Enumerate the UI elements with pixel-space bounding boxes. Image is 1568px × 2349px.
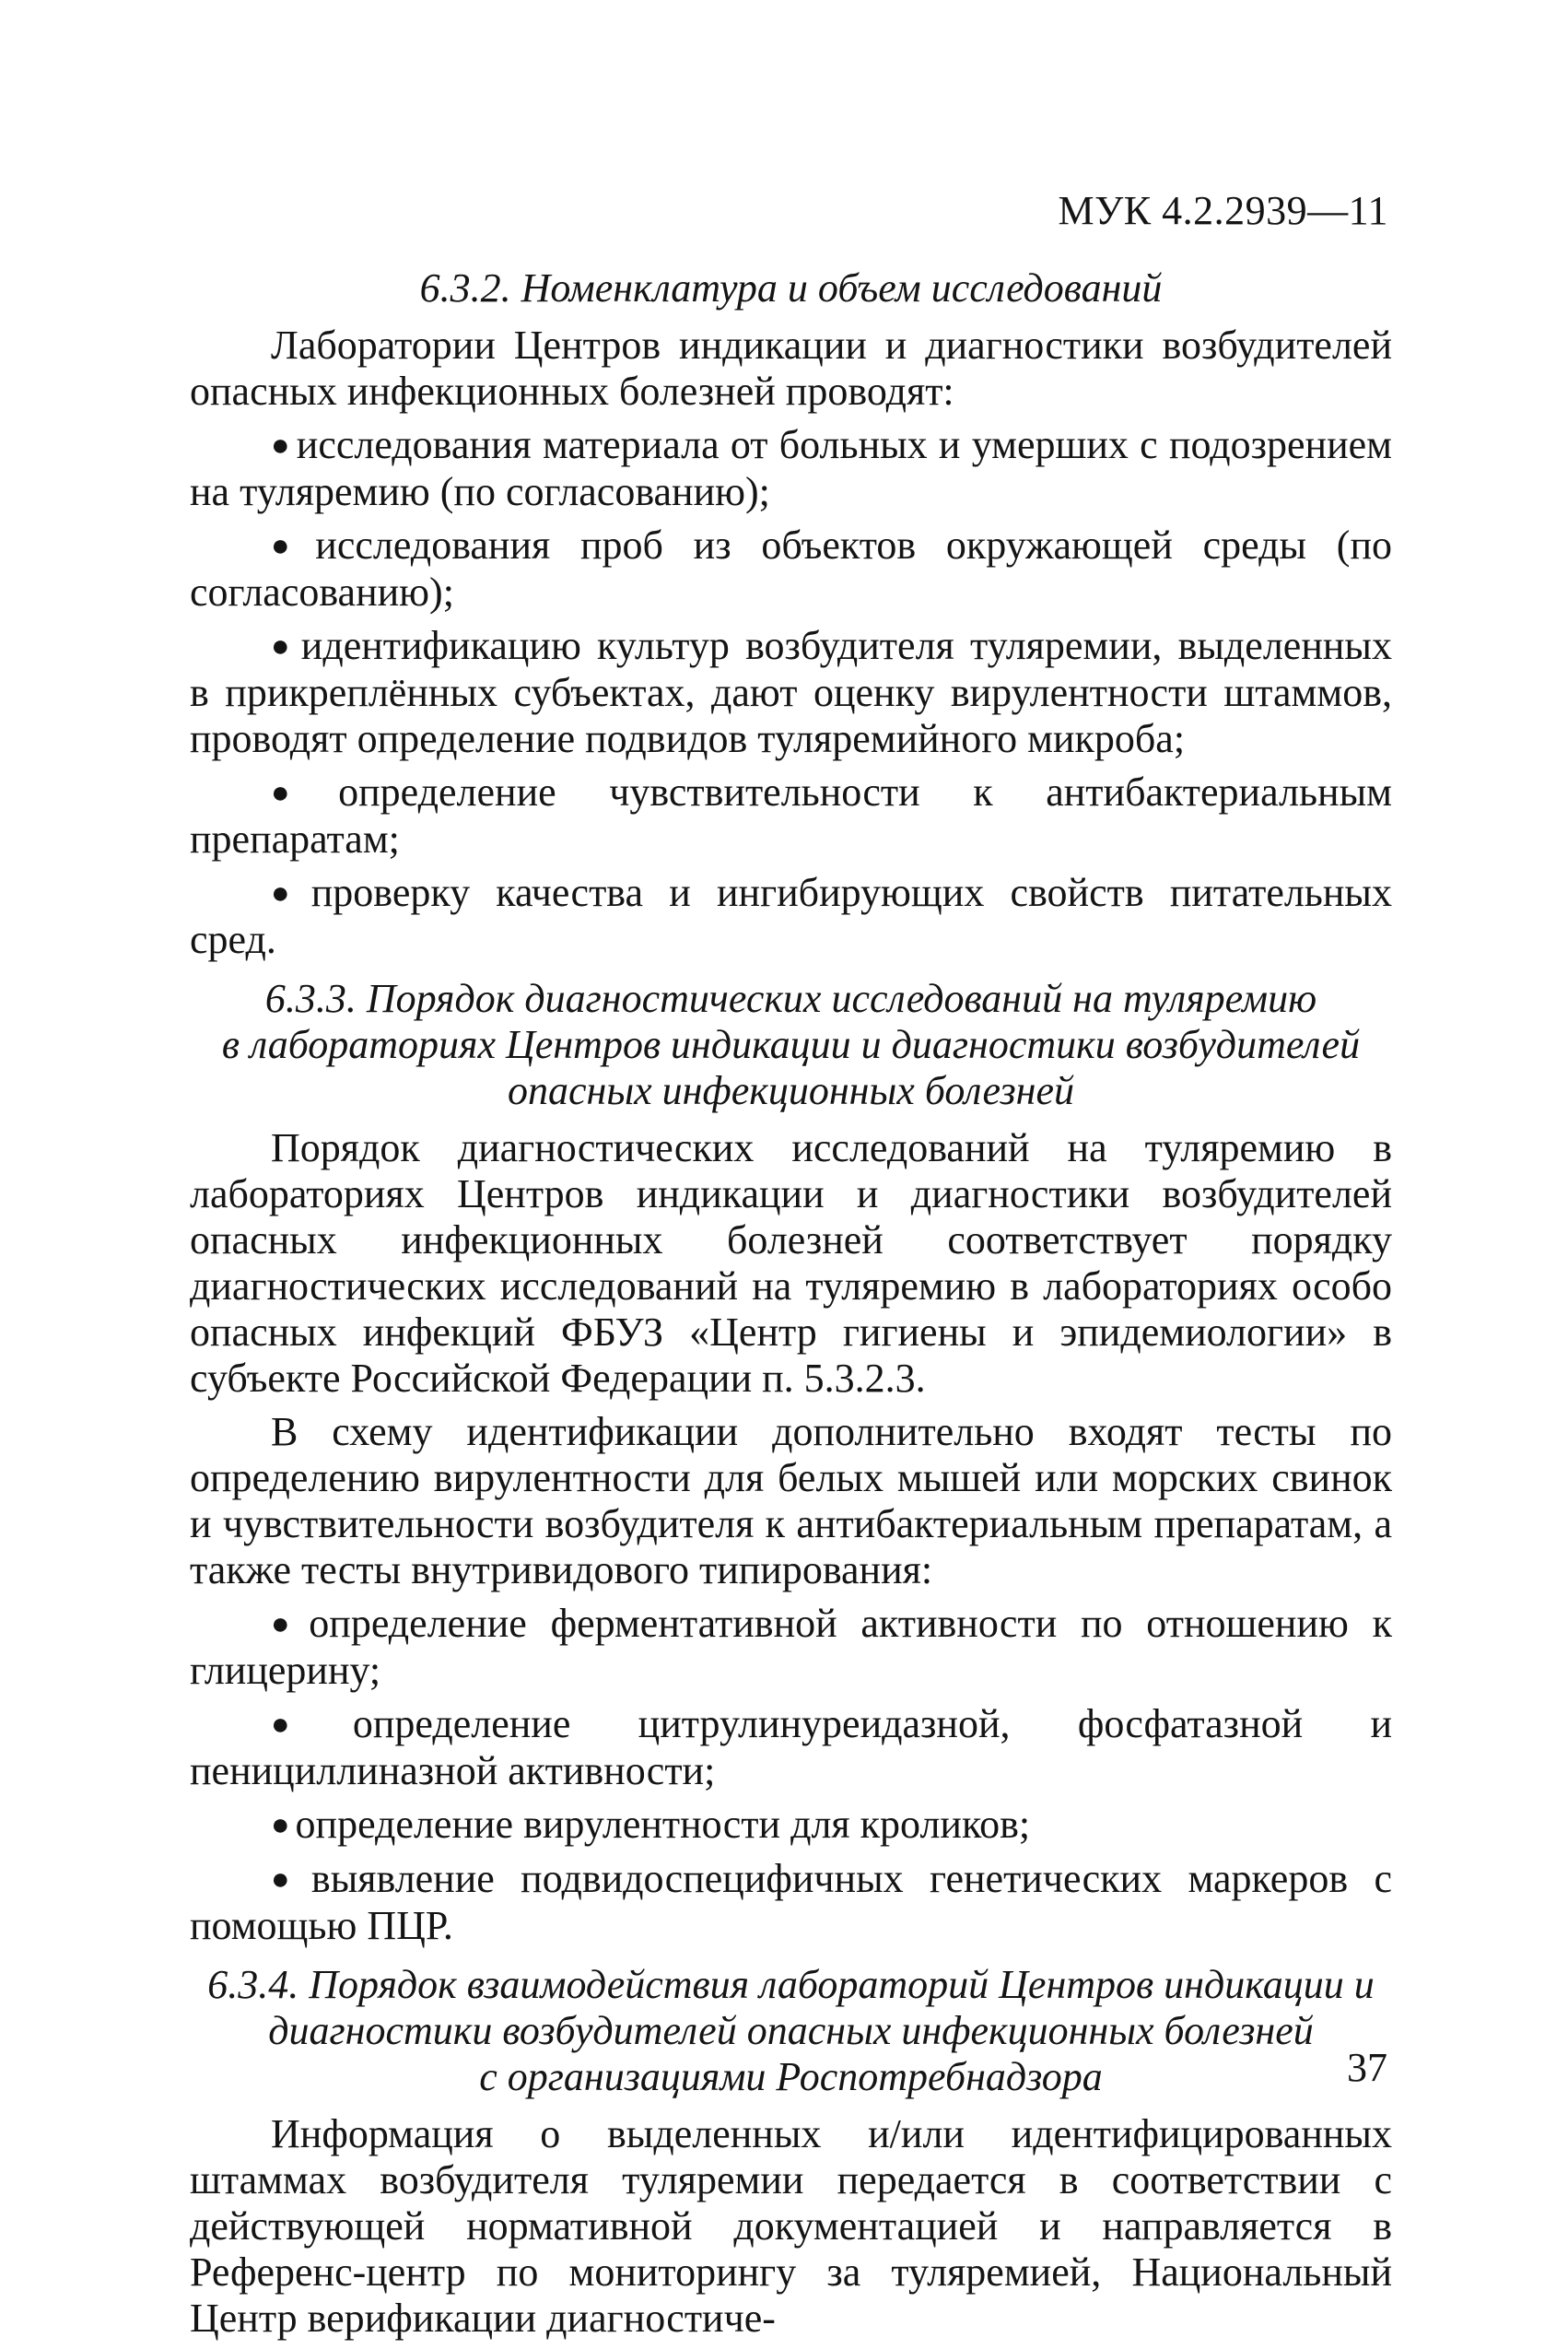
bullet-icon: ● — [271, 876, 306, 910]
section-6-3-4-paragraph-1: Информация о выделенных и/или идентифицированных штаммах возбудителя туляремии передается в соответствии с действующей нормативной документацией и направляется в Референс-центр по мониторингу за туляремией, Национальный Центр верификации диагностиче- — [190, 2111, 1392, 2341]
bullet-icon: ● — [271, 1808, 290, 1842]
section-heading-6-3-2: 6.3.2. Номенклатура и объем исследований — [419, 265, 1163, 311]
list-item: ● определение чувствительности к антибактериальным препаратам; — [190, 769, 1392, 862]
list-item: ● определение ферментативной активности по отношению к глицерину; — [190, 1601, 1392, 1693]
section-6-3-3-paragraph-1: Порядок диагностических исследований на туляремию в лабораториях Центров индикации и диагностики возбудителей опасных инфекционных болезней соответствует порядку диагностических исследований на туляремию в лабораториях особо опасных инфекций ФБУЗ «Центр гигиены и эпидемиологии» в субъекте Российской Федерации п. 5.3.2.3. — [190, 1125, 1392, 1401]
section-heading-6-3-3: 6.3.3. Порядок диагностических исследований на туляремию в лабораториях Центров индикации и диагностики возбудителей опасных инфекционных болезней — [221, 976, 1361, 1113]
section-6-3-2-intro: Лаборатории Центров индикации и диагностики возбудителей опасных инфекционных болезней проводят: — [190, 323, 1392, 414]
page-number: 37 — [1347, 2045, 1387, 2090]
bullet-icon: ● — [271, 1708, 347, 1742]
list-item: ● определение цитрулинуреидазной, фосфатазной и пенициллиназной активности; — [190, 1701, 1392, 1793]
document-code: МУК 4.2.2939—11 — [1058, 188, 1388, 233]
bullet-icon: ● — [271, 1862, 306, 1897]
bullet-icon: ● — [271, 529, 310, 563]
list-item: ● определение вирулентности для кроликов; — [271, 1802, 1031, 1847]
list-item: ● выявление подвидоспецифичных генетических маркеров с помощью ПЦР. — [190, 1856, 1392, 1948]
section-heading-6-3-4: 6.3.4. Порядок взаимодействия лабораторий Центров индикации и диагностики возбудителей опасных инфекционных болезней с организациями Роспотребнадзора — [207, 1962, 1375, 2099]
list-item: ● исследования проб из объектов окружающей среды (по согласованию); — [190, 523, 1392, 615]
list-item: ● проверку качества и ингибирующих свойств питательных сред. — [190, 870, 1392, 962]
list-item: ● идентификацию культур возбудителя туляремии, выделенных в прикреплённых субъектах, дают оценку вирулентности штаммов, проводят определение подвидов туляремийного микроба; — [190, 623, 1392, 761]
page-content — [190, 265, 1392, 2349]
bullet-icon: ● — [271, 1607, 304, 1641]
bullet-icon: ● — [271, 629, 296, 664]
list-item: ● исследования материала от больных и умерших с подозрением на туляремию (по согласованию); — [190, 422, 1392, 514]
section-6-3-3-paragraph-2: В схему идентификации дополнительно входят тесты по определению вирулентности для белых мышей или морских свинок и чувствительности возбудителя к антибактериальным препаратам, а также тесты внутривидового типирования: — [190, 1409, 1392, 1592]
bullet-icon: ● — [271, 776, 333, 810]
bullet-icon: ● — [271, 429, 291, 463]
